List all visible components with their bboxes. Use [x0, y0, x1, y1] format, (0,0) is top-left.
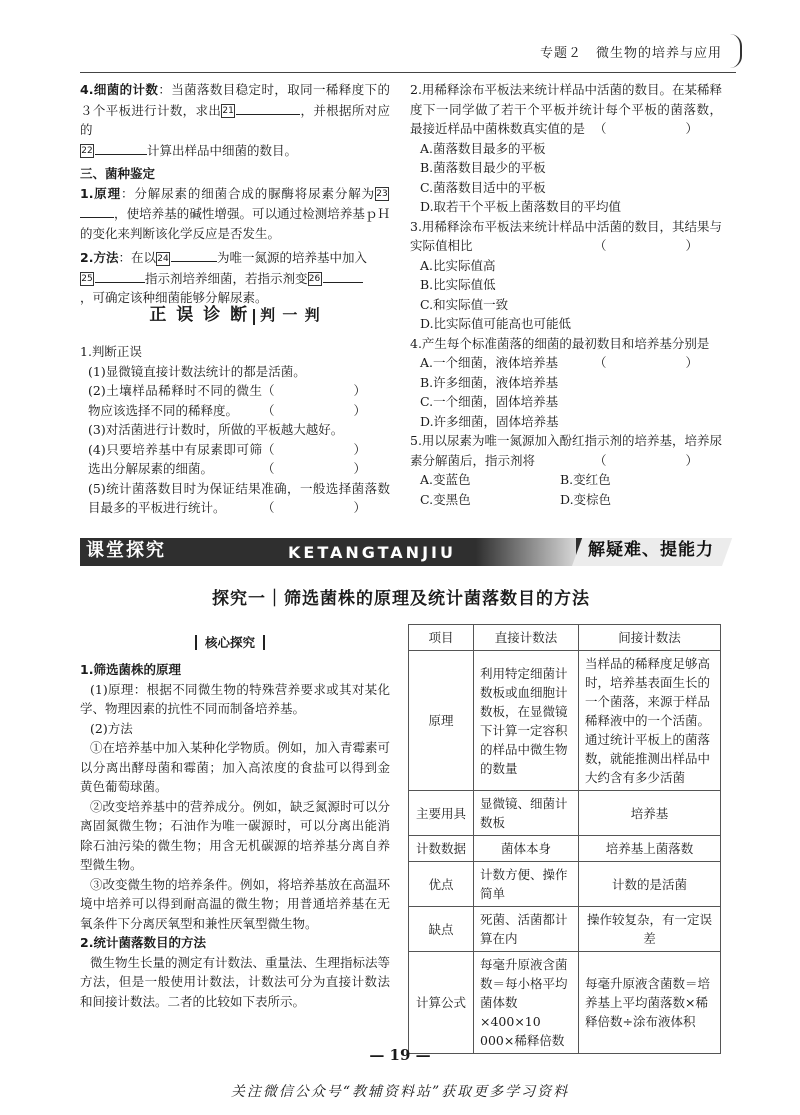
diagnose-list	[80, 342, 390, 518]
paragraph: (1)原理：根据不同微生物的特殊营养要求或其对某化学、物理因素的抗性不同而制备培养基。	[80, 681, 390, 716]
diagnose-item: (3)对活菌进行计数时，所做的平板越大越好。 （ ）	[80, 420, 390, 440]
answer-bracket[interactable]: （ ）	[593, 238, 716, 253]
header-decoration	[730, 34, 742, 68]
answer-bracket[interactable]: （ ）	[593, 452, 716, 468]
answer-bracket[interactable]: （ ）	[261, 402, 384, 418]
option[interactable]: A.变蓝色	[420, 472, 471, 487]
answer-bracket[interactable]: （ ）	[261, 461, 384, 476]
banner-slogan: 解疑难、提能力	[588, 540, 714, 560]
diagnose-intro: 1.判断正误	[80, 344, 142, 359]
diagnose-item: (4)只要培养基中有尿素即可筛选出分解尿素的细菌。 （ ）	[80, 440, 390, 479]
diagnose-item: (1)显微镜直接计数法统计的都是活菌。 （ ）	[80, 362, 390, 382]
principle-item: 1.原理：分解尿素的细菌合成的脲酶将尿素分解为23，使培养基的碱性增强。可以通过检测培养基ｐＨ的变化来判断该化学反应是否发生。	[80, 185, 390, 241]
option[interactable]: D.变棕色	[560, 491, 612, 507]
fill-blank	[80, 203, 114, 218]
right-column-questions	[410, 80, 722, 509]
option[interactable]: C.菌落数目适中的平板	[420, 179, 546, 195]
option[interactable]: B.菌落数目最少的平板	[420, 160, 546, 175]
option[interactable]: B.比实际值低	[420, 277, 496, 292]
table-row: 缺点 死菌、活菌都计算在内 操作较复杂，有一定误差	[409, 907, 721, 952]
blank-number: 24	[157, 253, 169, 264]
page-header-title: 专题２ 微生物的培养与应用	[539, 46, 722, 61]
paragraph: ③改变微生物的培养条件。例如，将培养基放在高温环境中培养可以得到耐高温的微生物；用普通培养基在无氧条件下分离厌氧型和兼性厌氧型微生物。	[80, 876, 391, 931]
option[interactable]: D.许多细菌，固体培养基	[420, 413, 559, 429]
option[interactable]: C.和实际值一致	[420, 296, 509, 312]
option[interactable]: A.比实际值高	[420, 257, 496, 273]
blank-number: 22	[81, 146, 93, 156]
fill-blank	[323, 268, 363, 283]
comparison-table	[408, 624, 721, 1054]
table-row: 优点 计数方便、操作简单 计数的是活菌	[409, 862, 721, 907]
option[interactable]: A.一个细菌，液体培养基	[420, 355, 559, 370]
table-header: 直接计数法	[474, 625, 579, 651]
table-row: 原理 利用特定细菌计数板或血细胞计数板，在显微镜下计算一定容积的样品中微生物的数量 当样品的稀释度足够高时，培养基表面生长的一个菌落，来源于样品稀释液中的一个活菌。通过统计平板上的菌落数，就能推测出样品中大约含有多少活菌	[409, 651, 721, 791]
table-row: 主要用具 显微镜、细菌计数板 培养基	[409, 791, 721, 836]
table-row: 计算公式 每毫升原液含菌数＝每小格平均菌体数×400×10 000×稀释倍数 每毫升原液含菌数＝培养基上平均菌落数×稀释倍数÷涂布液体积	[409, 952, 721, 1054]
blank-number: 25	[81, 274, 93, 284]
question-5: 5.用以尿素为唯一氮源加入酚红指示剂的培养基，培养尿素分解菌后，指示剂将 （ ） A.变蓝色 B.变红色 C.变黑色 D.变棕色	[410, 431, 722, 509]
item-4: 4.细菌的计数：当菌落数目稳定时，取同一稀释度下的３个平板进行计数，求出21 ，并根据所对应的 22 计算出样品中细菌的数目。	[80, 82, 390, 158]
diagnose-item: (2)土壤样品稀释时不同的微生物应该选择不同的稀释度。 （ ）	[80, 381, 390, 420]
section-banner	[80, 538, 722, 566]
option[interactable]: D.取若干个平板上菌落数目的平均值	[420, 199, 622, 214]
banner-gradient	[476, 538, 576, 566]
title-divider	[253, 309, 256, 325]
table-header: 间接计数法	[579, 625, 721, 651]
table-header: 项目	[409, 625, 474, 651]
question-4: 4.产生每个标准菌落的细菌的最初数目和培养基分别是 （ ） A.一个细菌，液体培养基 B.许多细菌，液体培养基 C.一个细菌，固体培养基 D.许多细菌，固体培养基	[410, 334, 722, 432]
option[interactable]: B.许多细菌，液体培养基	[420, 374, 559, 390]
blank-number: 21	[222, 106, 234, 116]
left-column-top	[80, 80, 390, 308]
paragraph: ②改变培养基中的营养成分。例如，缺乏氮源时可以分离固氮微生物；石油作为唯一碳源时，可以分离出能消除石油污染的微生物；用含无机碳源的培养基分离自养型微生物。	[80, 798, 391, 872]
question-3: 3.用稀释涂布平板法来统计样品中活菌的数目，其结果与实际值相比 （ ） A.比实际值高 B.比实际值低 C.和实际值一致 D.比实际值可能高也可能低	[410, 217, 722, 334]
table-header-row	[409, 625, 721, 651]
option[interactable]: A.菌落数目最多的平板	[420, 140, 546, 156]
section-heading: 三、菌种鉴定	[80, 166, 156, 181]
explore-title: 探究一｜筛选菌株的原理及统计菌落数目的方法	[212, 589, 590, 609]
blank-number: 26	[308, 274, 321, 284]
fill-blank	[95, 140, 147, 155]
answer-bracket[interactable]: （ ）	[261, 500, 384, 515]
explore-body	[80, 660, 390, 1011]
subheading: 2.统计菌落数目的方法	[80, 935, 206, 950]
answer-bracket[interactable]: （ ）	[261, 441, 384, 457]
table-row: 计数数据 菌体本身 培养基上菌落数	[409, 836, 721, 862]
answer-bracket[interactable]: （ ）	[261, 383, 384, 398]
option[interactable]: C.变黑色	[420, 491, 471, 507]
diagnose-title: 正 误 诊 断 判 一 判	[149, 305, 321, 325]
answer-bracket[interactable]: （ ）	[593, 355, 716, 370]
fill-blank	[171, 247, 217, 262]
question-2: 2.用稀释涂布平板法来统计样品中活菌的数目。在某稀释度下一同学做了若干个平板并统计每个平板的菌落数，最接近样品中菌株数真实值的是 （ ） A.菌落数目最多的平板 B.菌落数目最少的平板 C.菌落数目适中的平板 D.取若干个平板上菌落数目的平均值	[410, 80, 722, 217]
banner-pinyin: KETANGTANJIU	[288, 543, 456, 562]
option[interactable]: B.变红色	[560, 472, 611, 487]
method-item: 2.方法：在以24 为唯一氮源的培养基中加入 25 指示剂培养细菌，若指示剂变26 ，可确定该种细菌能够分解尿素。	[80, 247, 390, 308]
answer-bracket[interactable]: （ ）	[593, 121, 716, 136]
option[interactable]: C.一个细菌，固体培养基	[420, 394, 559, 409]
diagnose-item: (5)统计菌落数目时为保证结果准确，一般选择菌落数目最多的平板进行统计。 （ ）	[80, 479, 390, 518]
option[interactable]: D.比实际值可能高也可能低	[420, 316, 572, 331]
fill-blank	[95, 268, 145, 283]
paragraph: ①在培养基中加入某种化学物质。例如，加入青霉素可以分离出酵母菌和霉菌；加入高浓度的食盐可以得到金黄色葡萄球菌。	[80, 740, 391, 794]
core-label: 核心探究	[165, 633, 295, 653]
header-rule	[80, 72, 736, 73]
paragraph: (2)方法	[90, 720, 133, 736]
banner-title: 课堂探究	[86, 540, 166, 561]
subheading: 1.筛选菌株的原理	[80, 662, 181, 677]
fill-blank	[236, 100, 300, 115]
footer-note: 关注微信公众号“教辅资料站”获取更多学习资料	[230, 1084, 570, 1100]
page-number: — 19 —	[369, 1046, 431, 1064]
paragraph: 微生物生长量的测定有计数法、重量法、生理指标法等方法，但是一般使用计数法，计数法可分为直接计数法和间接计数法。二者的比较如下表所示。	[80, 954, 391, 1009]
blank-number: 23	[376, 189, 388, 199]
